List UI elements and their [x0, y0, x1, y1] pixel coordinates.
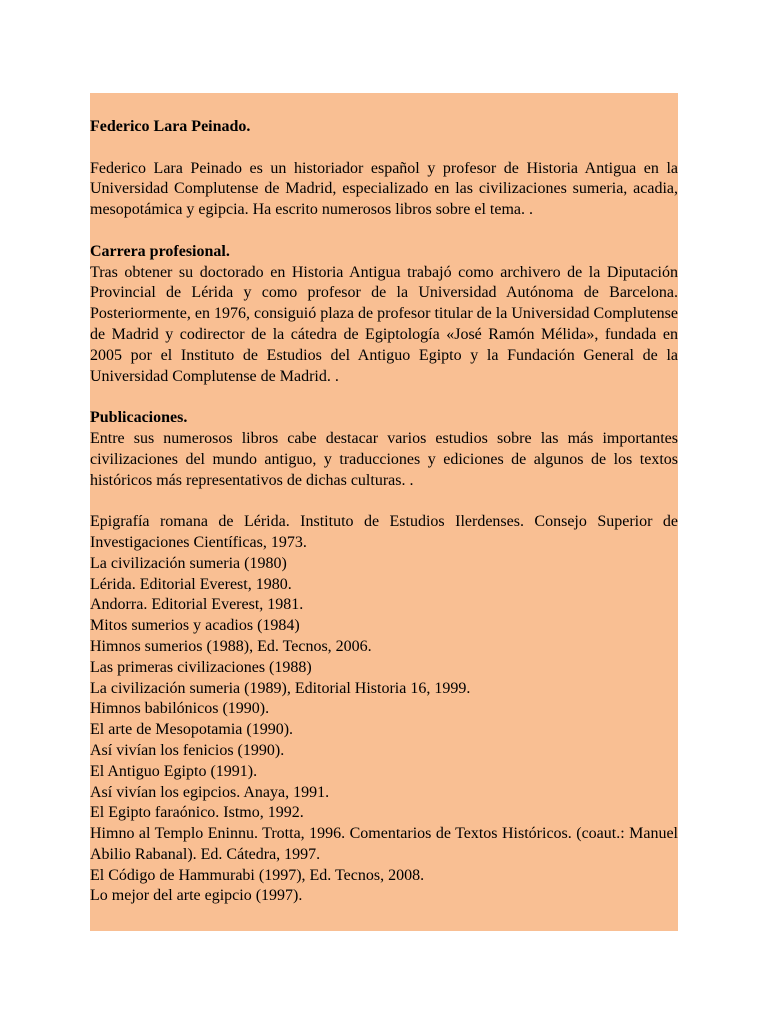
intro-paragraph: Federico Lara Peinado es un historiador español y profesor de Historia Antigua en la Universidad Complutense de Madrid, especializado en las civilizaciones sumeria, acadia, mesopotámica y egipcia. Ha escrito numerosos libros sobre el tema. .	[90, 159, 678, 219]
publication-item: Así vivían los fenicios (1990).	[90, 741, 285, 759]
publication-item: Las primeras civilizaciones (1988)	[90, 658, 312, 676]
page-title: Federico Lara Peinado.	[90, 118, 251, 135]
publication-item: Himnos babilónicos (1990).	[90, 700, 270, 718]
publications-paragraph: Entre sus numerosos libros cabe destacar varios estudios sobre las más importantes civilizaciones del mundo antiguo, y traducciones y ediciones de algunos de los textos históricos más representativos de dichas culturas. .	[90, 429, 678, 489]
publication-item: El Código de Hammurabi (1997), Ed. Tecnos, 2008.	[90, 866, 425, 884]
spacer	[90, 491, 678, 512]
publication-item: Andorra. Editorial Everest, 1981.	[90, 596, 304, 614]
publication-item: Himno al Templo Eninnu. Trotta, 1996. Comentarios de Textos Históricos. (coaut.: Manuel Abilio Rabanal). Ed. Cátedra, 1997.	[90, 825, 678, 863]
publication-item: Lo mejor del arte egipcio (1997).	[90, 887, 303, 905]
publication-item: Lérida. Editorial Everest, 1980.	[90, 575, 292, 593]
publication-item: La civilización sumeria (1989), Editorial Historia 16, 1999.	[90, 679, 471, 697]
publication-item: El arte de Mesopotamia (1990).	[90, 721, 294, 739]
document-page	[90, 93, 678, 931]
publication-item: El Antiguo Egipto (1991).	[90, 762, 258, 780]
publication-item: Himnos sumerios (1988), Ed. Tecnos, 2006.	[90, 637, 372, 655]
publication-item: Epigrafía romana de Lérida. Instituto de Estudios Ilerdenses. Consejo Superior de Investigaciones Científicas, 1973.	[90, 513, 678, 551]
publication-item: El Egipto faraónico. Istmo, 1992.	[90, 804, 304, 822]
career-heading: Carrera profesional.	[90, 242, 230, 260]
publication-item: Así vivían los egipcios. Anaya, 1991.	[90, 783, 330, 801]
publications-heading: Publicaciones.	[90, 409, 188, 427]
spacer	[90, 221, 678, 242]
career-paragraph: Tras obtener su doctorado en Historia Antigua trabajó como archivero de la Diputación Provincial de Lérida y como profesor de la Universidad Autónoma de Barcelona. Posteriormente, en 1976, consiguió plaza de profesor titular de la Universidad Complutense de Madrid y codirector de la cátedra de Egiptología «José Ramón Mélida», fundada en 2005 por el Instituto de Estudios del Antiguo Egipto y la Fundación General de la Universidad Complutense de Madrid. .	[90, 263, 678, 385]
publication-item: La civilización sumeria (1980)	[90, 554, 287, 572]
spacer	[90, 387, 678, 408]
spacer	[90, 138, 678, 159]
publications-list	[90, 512, 678, 907]
publication-item: Mitos sumerios y acadios (1984)	[90, 617, 300, 635]
